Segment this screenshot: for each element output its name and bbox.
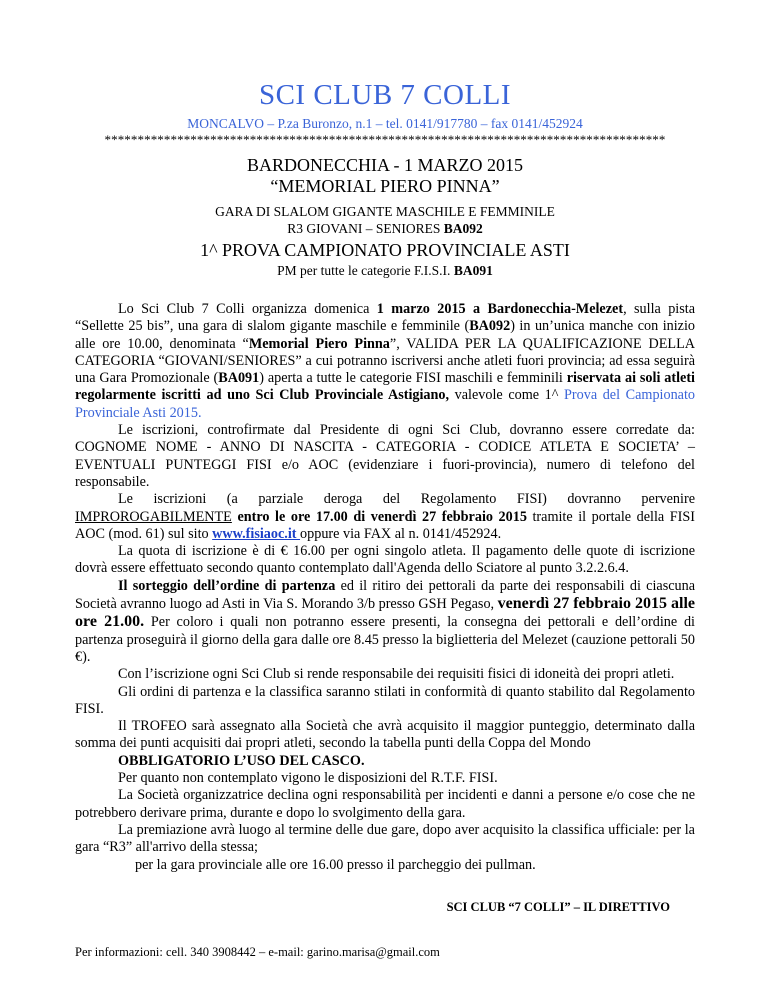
category-text: R3 GIOVANI – SENIORES (287, 221, 444, 236)
club-address: MONCALVO – P.za Buronzo, n.1 – tel. 0141/917780 – fax 0141/452924 (187, 116, 583, 131)
text: ed il ritiro dei pettorali da parte dei responsabili di ciascuna Società avranno luogo ad Asti in Via S. Morando 3/b presso GSH Pegaso, (75, 577, 695, 613)
text: ”, VALIDA PER LA QUALIFICAZIONE DELLA CATEGORIA “GIOVANI/SENIORES” a cui potranno iscriversi anche atleti fuori provincia; ad essa seguirà una Gara Promozionale ( (75, 335, 695, 387)
fisiaoc-link[interactable]: www.fisiaoc.it (212, 525, 301, 542)
event-promo-line (75, 262, 695, 279)
text-underlined: IMPROROGABILMENTE (75, 508, 232, 525)
text-bold: OBBLIGATORIO L’USO DEL CASCO. (118, 752, 365, 769)
text: valevole come 1^ (449, 387, 565, 404)
contact-info: Per informazioni: cell. 340 3908442 – e-mail: garino.marisa@gmail.com (75, 944, 440, 959)
paragraph-rules: Per quanto non contemplato vigono le disposizioni del R.T.F. FISI. (118, 770, 498, 787)
text-bold: BA091 (218, 370, 260, 387)
event-location-date: BARDONECCHIA - 1 MARZO 2015 (246, 155, 523, 175)
text-bold: Il sorteggio dell’ordine di partenza (118, 577, 336, 594)
text: ) in un’unica manche con inizio alle ore 10.00, denominata “ (75, 318, 695, 352)
paragraph-fee: La quota di iscrizione è di € 16.00 per ogni singolo atleta. Il pagamento delle quote di iscrizione dovrà essere effettuato secondo quanto contemplato dall'Agenda dello Sciatore al punto 3.2.2.6.4. (75, 543, 695, 577)
event-category-line (75, 220, 695, 237)
document-page (75, 0, 695, 960)
signature: SCI CLUB “7 COLLI” – IL DIRETTIVO (446, 899, 670, 914)
separator-stars: ************************************************************************************* (104, 134, 666, 146)
paragraph-intro (75, 301, 695, 422)
paragraph-awards-provincial: per la gara provinciale alle ore 16.00 presso il parcheggio dei pullman. (135, 856, 536, 873)
paragraph-liability: La Società organizzatrice declina ogni responsabilità per incidenti e danni a persone e/o cose che ne potrebbero derivare prima, durante e dopo lo svolgimento della gara. (75, 787, 695, 821)
text: Le iscrizioni (a parziale deroga del Regolamento FISI) dovranno pervenire (118, 491, 695, 508)
event-memorial-name: “MEMORIAL PIERO PINNA” (270, 176, 500, 196)
text: oppure via FAX al n. 0141/452924. (300, 525, 502, 542)
paragraph-fitness: Con l’iscrizione ogni Sci Club si rende responsabile dei requisiti fisici di idoneità dei propri atleti. (118, 666, 675, 683)
text: Lo Sci Club 7 Colli organizza domenica (118, 301, 377, 317)
text-blue: Prova del Campionato Provinciale Asti 2015. (75, 387, 696, 421)
text-bold: venerdì 27 febbraio 2015 alle ore 21.00. (75, 595, 696, 631)
paragraph-draw (75, 578, 695, 666)
race-code-ba092: BA092 (443, 221, 483, 236)
text: ) aperta a tutte le categorie FISI maschili e femminili (259, 370, 567, 387)
club-title: SCI CLUB 7 COLLI (258, 79, 512, 111)
promo-text: PM per tutte le categorie F.I.S.I. (277, 263, 454, 278)
text: , sulla pista “Sellette 25 bis”, una gara di slalom gigante maschile e femminile ( (75, 301, 695, 335)
text: Per coloro i quali non potranno essere presenti, la consegna dei pettorali e dell’ordine di partenza proseguirà il giorno della gara dalle ore 8.45 presso la biglietteria del Melezet (cauzione pettorali 50 €). (75, 614, 695, 665)
text-bold: BA092 (469, 318, 511, 335)
text-bold: riservata ai soli atleti regolarmente iscritti ad uno Sci Club Provinciale Astigiano, (75, 370, 696, 404)
paragraph-trophy: Il TROFEO sarà assegnato alla Società che avrà acquisito il maggior punteggio, determinato dalla somma dei punti acquisiti dai propri atleti, secondo la tabella punti della Coppa del Mondo (75, 718, 695, 752)
text-bold: Memorial Piero Pinna (248, 335, 390, 352)
text-bold: entro le ore 17.00 di venerdì 27 febbraio 2015 (237, 508, 527, 525)
paragraph-start-orders: Gli ordini di partenza e la classifica saranno stilati in conformità di quanto stabilito dal Regolamento FISI. (75, 683, 695, 717)
paragraph-helmet (75, 753, 695, 770)
paragraph-deadline (75, 491, 695, 543)
event-championship: 1^ PROVA CAMPIONATO PROVINCIALE ASTI (200, 240, 570, 260)
text: tramite il portale della FISI AOC (mod. 61) sul sito (75, 508, 695, 542)
paragraph-registration: Le iscrizioni, controfirmate dal Presidente di ogni Sci Club, dovranno essere corredate da: COGNOME NOME - ANNO DI NASCITA - CATEGORIA - CODICE ATLETA E SOCIETA’ – EVENTUALI PUNTEGGI FISI e/o AOC (evidenziare i fuori-provincia), numero di telefono del responsabile. (75, 422, 695, 490)
race-code-ba091: BA091 (453, 263, 493, 278)
text-bold: 1 marzo 2015 a Bardonecchia-Melezet (376, 301, 624, 317)
document-body (75, 301, 695, 874)
paragraph-awards: La premiazione avrà luogo al termine delle due gare, dopo aver acquisito la classifica ufficiale: per la gara “R3” all'arrivo della stessa; (75, 821, 695, 856)
event-race-type: GARA DI SLALOM GIGANTE MASCHILE E FEMMINILE (215, 204, 555, 219)
